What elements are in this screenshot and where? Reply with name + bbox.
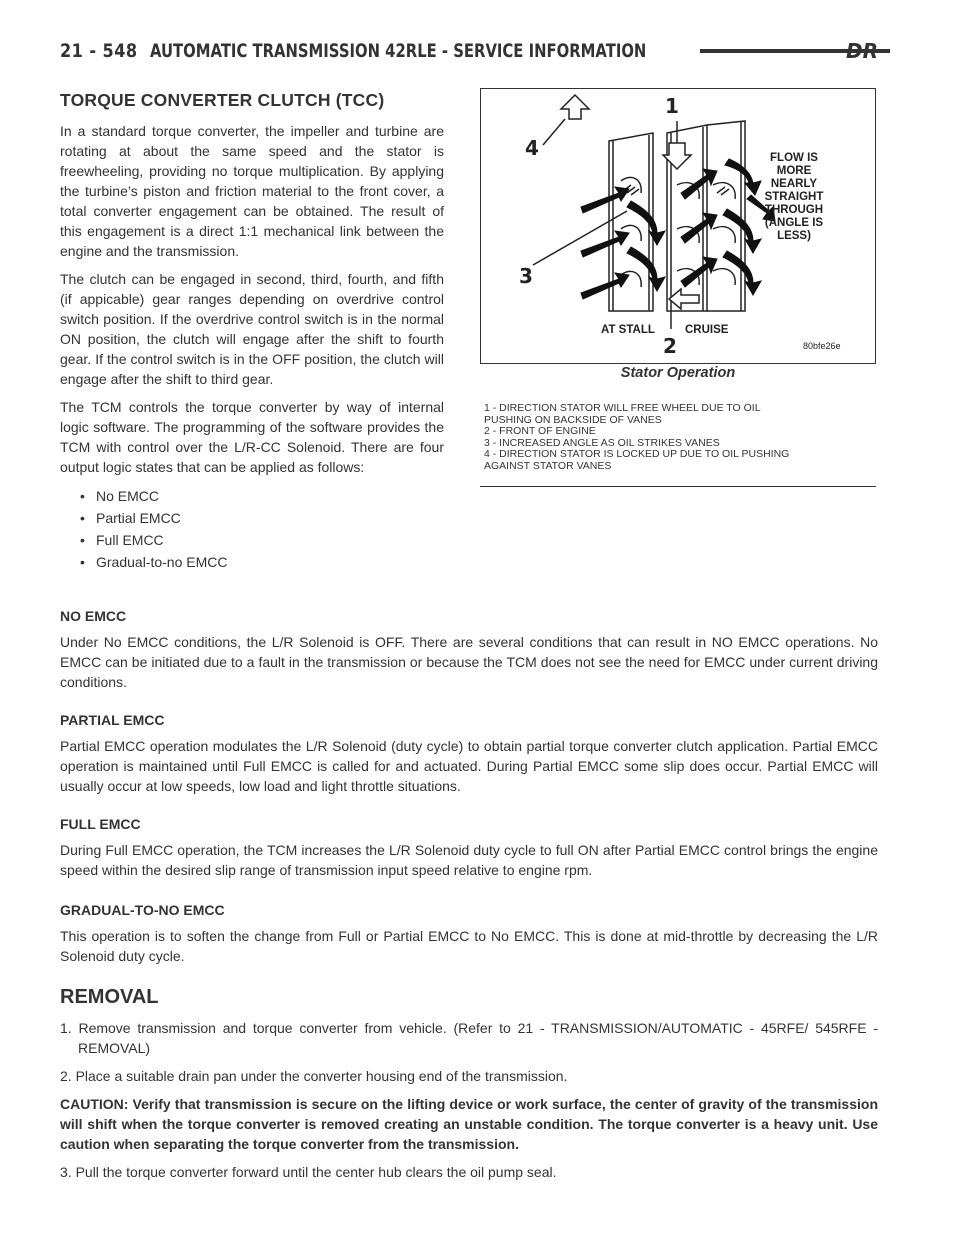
paragraph: The TCM controls the torque converter by way of internal logic software. The programming of the software provides the TCM with control over the L/R-CC Solenoid. There are four output logic states that can be applied as follows:	[60, 399, 444, 475]
legend-line: 4 - DIRECTION STATOR IS LOCKED UP DUE TO OIL PUSHING	[484, 448, 790, 460]
section-heading-tcc: TORQUE CONVERTER CLUTCH (TCC)	[60, 90, 385, 110]
caution-note: CAUTION: Verify that transmission is secure on the lifting device or work surface, the center of gravity of the transmission will shift when the torque converter is removed creating an unstable condition. The torque converter is a heavy unit. Use caution when separating the torque converter from the transmission.	[60, 1096, 878, 1152]
removal-step: 2. Place a suitable drain pan under the converter housing end of the transmission.	[60, 1068, 568, 1084]
flow-text-line: STRAIGHT	[764, 191, 824, 203]
list-item: • No EMCC	[84, 485, 444, 507]
flow-text-line: THROUGH	[764, 204, 824, 216]
callout-4: 4	[525, 136, 539, 160]
page-number: 21 - 548	[60, 40, 138, 62]
legend-line: 3 - INCREASED ANGLE AS OIL STRIKES VANES	[484, 436, 720, 449]
paragraph: The clutch can be engaged in second, third, fourth, and fifth (if appicable) gear ranges depending on overdrive control switch position. If the overdrive control switch is in the normal ON position, the clutch will engage after the shift to fourth gear. If the control switch is in the OFF position, the clutch will engage after the shift to third gear.	[60, 271, 444, 387]
flow-text-line: MORE	[776, 165, 812, 177]
paragraph: Partial EMCC operation modulates the L/R Solenoid (duty cycle) to obtain partial torque converter clutch application. Partial EMCC operation is maintained until Full EMCC is called for and actuated. During Partial EMCC some slip does occur. Partial EMCC will usually occur at low speeds, low load and light throttle situations.	[60, 738, 878, 794]
list-item: • Gradual-to-no EMCC	[84, 551, 444, 573]
page-header	[60, 40, 878, 64]
logic-states-list	[60, 485, 444, 573]
callout-3: 3	[519, 264, 533, 288]
legend-line: AGAINST STATOR VANES	[484, 459, 612, 472]
paragraph: This operation is to soften the change from Full or Partial EMCC to No EMCC. This is done at mid-throttle by decreasing the L/R Solenoid duty cycle.	[60, 928, 878, 964]
subsection-heading: PARTIAL EMCC	[60, 712, 165, 728]
paragraph: Under No EMCC conditions, the L/R Solenoid is OFF. There are several conditions that can result in NO EMCC operations. No EMCC can be initiated due to a fault in the transmission or because the TCM does not see the need for EMCC under current driving conditions.	[60, 634, 878, 690]
legend-line: 2 - FRONT OF ENGINE	[484, 425, 596, 437]
stator-diagram	[481, 89, 875, 363]
section-heading-removal: REMOVAL	[60, 986, 159, 1008]
callout-2: 2	[663, 334, 677, 358]
flow-text-line: (ANGLE IS	[764, 217, 824, 229]
legend-rule	[480, 486, 876, 487]
subsection-heading: NO EMCC	[60, 608, 127, 624]
figure-code: 80bfe26e	[803, 341, 841, 351]
header-code: DR	[845, 39, 878, 63]
partial-emcc-section	[60, 712, 878, 804]
gradual-emcc-section	[60, 902, 878, 974]
paragraph: During Full EMCC operation, the TCM increases the L/R Solenoid duty cycle to full ON after Partial EMCC control brings the engine speed within the desired slip range of transmission input speed relative to engine rpm.	[60, 842, 878, 878]
cruise-label: CRUISE	[685, 324, 729, 336]
flow-text-line: NEARLY	[770, 178, 818, 190]
subsection-heading: GRADUAL-TO-NO EMCC	[60, 902, 225, 918]
callout-1: 1	[665, 94, 679, 118]
removal-section	[60, 986, 878, 1009]
stator-figure	[480, 88, 876, 364]
list-item: • Partial EMCC	[84, 507, 444, 529]
removal-steps	[60, 1018, 878, 1190]
figure-legend	[484, 403, 876, 472]
removal-step: 3. Pull the torque converter forward until the center hub clears the oil pump seal.	[60, 1164, 557, 1180]
subsection-heading: FULL EMCC	[60, 816, 141, 832]
removal-step: 1. Remove transmission and torque converter from vehicle. (Refer to 21 - TRANSMISSION/AUTOMATIC - 45RFE/ 545RFE - REMOVAL)	[60, 1020, 878, 1056]
paragraph: In a standard torque converter, the impeller and turbine are rotating at about the same speed and the stator is freewheeling, providing no torque multiplication. By applying the turbine’s piston and friction material to the front cover, a total converter engagement can be obtained. The result of this engagement is a direct 1:1 mechanical link between the engine and the transmission.	[60, 123, 444, 259]
tcc-section	[60, 90, 444, 573]
list-item: • Full EMCC	[84, 529, 444, 551]
header-title: AUTOMATIC TRANSMISSION 42RLE - SERVICE INFORMATION	[150, 40, 647, 62]
legend-line: PUSHING ON BACKSIDE OF VANES	[484, 413, 662, 426]
at-stall-label: AT STALL	[601, 324, 655, 336]
figure-caption: Stator Operation	[620, 365, 736, 381]
flow-text-line: LESS)	[777, 230, 811, 242]
flow-text-line: FLOW IS	[770, 152, 818, 164]
no-emcc-section	[60, 608, 878, 700]
legend-line: 1 - DIRECTION STATOR WILL FREE WHEEL DUE TO OIL	[484, 402, 761, 414]
full-emcc-section	[60, 816, 878, 888]
